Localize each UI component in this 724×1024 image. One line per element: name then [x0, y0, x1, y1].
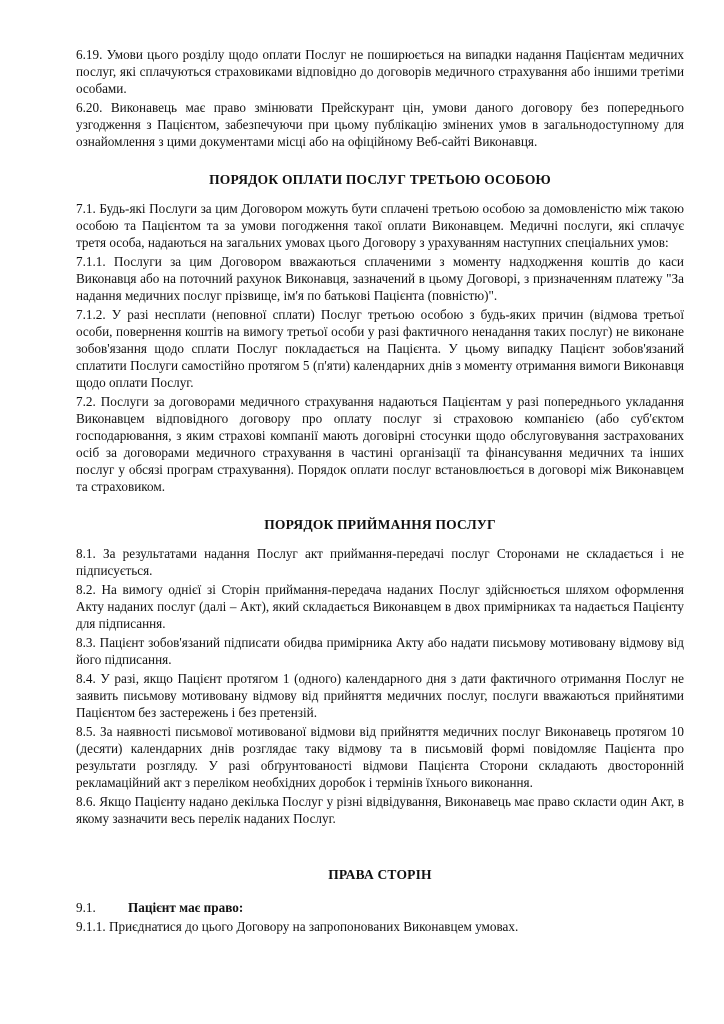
clause-7-2: 7.2. Послуги за договорами медичного страхування надаються Пацієнтам у разі попереднього укладання Виконавцем відповідного договору про оплату послуг зі страховою компанією (або суб'єктом господарювання, з яким страхові компанії мають договірні стосунки щодо обслуговування застрахованих осіб за договорами медичного страхування в частині організації та фінансування медичних та інших послуг у обсязі програм страхування). Порядок оплати послуг встановлюється в договорі між Виконавцем та страховиком.: [76, 394, 684, 494]
clause-8-2: 8.2. На вимогу однієї зі Сторін приймання-передача наданих Послуг здійснюється шляхом оформлення Акту наданих послуг (далі – Акт), який складається Виконавцем в двох примірниках та надається Пацієнту для підписання.: [76, 582, 684, 631]
clause-7-1-1: 7.1.1. Послуги за цим Договором вважаються сплаченими з моменту надходження коштів до каси Виконавця або на поточний рахунок Виконавця, зазначений в цьому Договорі, з призначенням платежу "За надання медичних послуг прізвище, ім'я по батькові Пацієнта (повністю)".: [76, 254, 684, 303]
clause-8-5: 8.5. За наявності письмової мотивованої відмови від прийняття медичних послуг Виконавець протягом 10 (десяти) календарних днів розглядає таку відмову та в письмовій формі повідомляє Пацієнта про результати розгляду. У разі обґрунтованості відмови Пацієнта Сторони складають двосторонній рекламаційний акт з переліком необхідних доробок і термінів їхнього виконання.: [76, 724, 684, 790]
clause-7-1: 7.1. Будь-які Послуги за цим Договором можуть бути сплачені третьою особою за домовленістю між такою особою та Пацієнтом та за умови погодження такої оплати Виконавцем. Медичні послуги, які сплачує третя особа, надаються на загальних умовах цього Договору з урахуванням наступних спеціальних умов:: [76, 201, 684, 250]
subsection-9-1-number: 9.1.: [76, 900, 96, 915]
section-9-heading: ПРАВА СТОРІН: [328, 867, 432, 882]
clause-7-1-2: 7.1.2. У разі несплати (неповної сплати) Послуг третьою особою з будь-яких причин (відмова третьої особи, повернення коштів на вимогу третьої особи у разі фактичного ненадання таких послуг) не виконане зобов'язання щодо сплати Послуг покладається на Пацієнта. У цьому випадку Пацієнт зобов'язаний сплатити Послуги самостійно протягом 5 (п'яти) календарних днів з моменту отримання вимоги Виконавця щодо оплати Послуг.: [76, 307, 684, 390]
clause-6-20: 6.20. Виконавець має право змінювати Прейскурант цін, умови даного договору без попереднього узгодження з Пацієнтом, забезпечуючи при цьому публікацію змінених умов в загальнодоступному для ознайомлення з цими документами місці або на офіційному Веб-сайті Виконавця.: [76, 100, 684, 149]
clause-8-6: 8.6. Якщо Пацієнту надано декілька Послуг у різні відвідування, Виконавець має право скласти один Акт, в якому зазначити весь перелік наданих Послуг.: [76, 794, 684, 826]
clause-8-1: 8.1. За результатами надання Послуг акт приймання-передачі послуг Сторонами не складається і не підписується.: [76, 546, 684, 578]
subsection-9-1: [76, 899, 684, 916]
clause-8-3: 8.3. Пацієнт зобов'язаний підписати обидва примірника Акту або надати письмову мотивовану відмову від його підписання.: [76, 635, 684, 667]
subsection-9-1-title: Пацієнт має право:: [128, 900, 244, 915]
section-8-heading: ПОРЯДОК ПРИЙМАННЯ ПОСЛУГ: [264, 517, 496, 532]
clause-6-19: 6.19. Умови цього розділу щодо оплати Послуг не поширюється на випадки надання Пацієнтам медичних послуг, які сплачуються страховиками відповідно до договорів медичного страхування або іншими третіми особами.: [76, 47, 684, 96]
clause-9-1-1: 9.1.1. Приєднатися до цього Договору на запропонованих Виконавцем умовах.: [76, 919, 519, 934]
section-7-heading: ПОРЯДОК ОПЛАТИ ПОСЛУГ ТРЕТЬОЮ ОСОБОЮ: [209, 172, 551, 187]
clause-8-4: 8.4. У разі, якщо Пацієнт протягом 1 (одного) календарного дня з дати фактичного отримання Послуг не заявить письмову мотивовану відмову від прийняття медичних послуг, послуги вважаються прийнятими Пацієнтом без застережень і без претензій.: [76, 671, 684, 720]
